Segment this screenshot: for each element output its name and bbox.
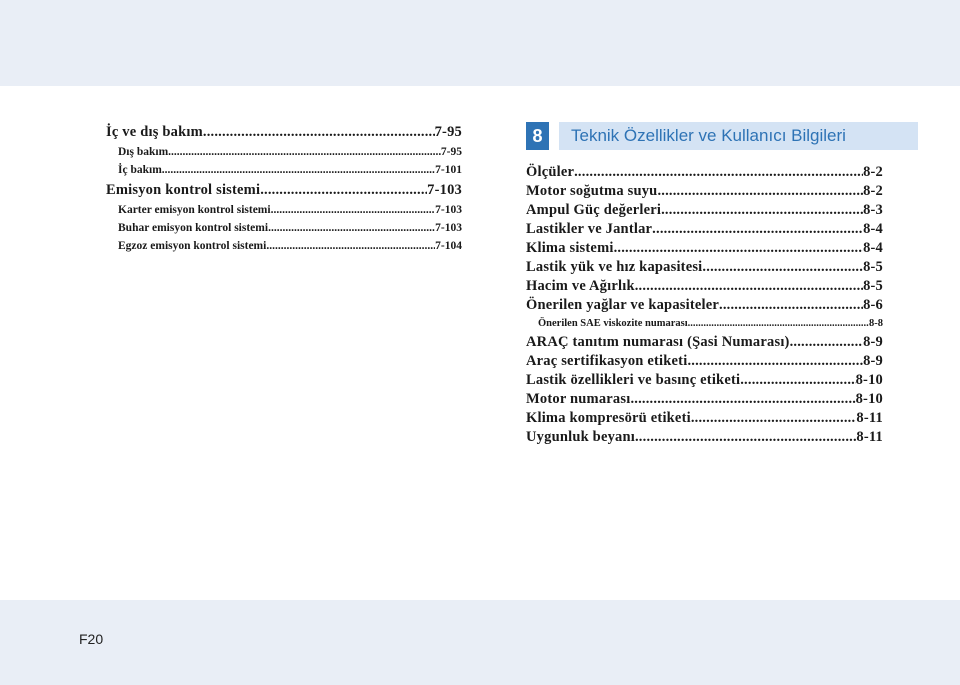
toc-entry-certification-label[interactable]: Araç sertifikasyon etiketi ..... 8-9: [526, 352, 883, 371]
toc-entry-ac-compressor-label[interactable]: Klima kompresörü etiketi ..... 8-11: [526, 409, 883, 428]
toc-entry-crankcase-emission[interactable]: Karter emisyon kontrol sistemi ..... 7-103: [106, 201, 462, 219]
toc-entry-interior-exterior-care[interactable]: İç ve dış bakım ..... 7-95: [106, 121, 462, 143]
top-band: [0, 0, 960, 86]
toc-entry-tires-wheels[interactable]: Lastikler ve Jantlar ..... 8-4: [526, 220, 883, 239]
toc-entry-engine-coolant[interactable]: Motor soğutma suyu ..... 8-2: [526, 182, 883, 201]
toc-entry-sae-viscosity[interactable]: Önerilen SAE viskozite numarası ..... 8-8: [526, 315, 883, 333]
toc-entry-recommended-lubricants[interactable]: Önerilen yağlar ve kapasiteler ..... 8-6: [526, 296, 883, 315]
toc-entry-bulb-wattage[interactable]: Ampul Güç değerleri ..... 8-3: [526, 201, 883, 220]
toc-entry-emission-control[interactable]: Emisyon kontrol sistemi ..... 7-103: [106, 179, 462, 201]
toc-entry-engine-number[interactable]: Motor numarası ..... 8-10: [526, 390, 883, 409]
toc-entry-evaporative-emission[interactable]: Buhar emisyon kontrol sistemi ..... 7-103: [106, 219, 462, 237]
page-number: F20: [79, 631, 104, 647]
toc-entry-exterior-care[interactable]: Dış bakım ..... 7-95: [106, 143, 462, 161]
toc-entry-air-conditioning[interactable]: Klima sistemi ..... 8-4: [526, 239, 883, 258]
chapter-header[interactable]: [526, 122, 918, 150]
chapter-number-badge: 8: [526, 122, 549, 150]
toc-entry-interior-care[interactable]: İç bakım ..... 7-101: [106, 161, 462, 179]
toc-left-column: [106, 121, 462, 255]
toc-entry-dimensions[interactable]: Ölçüler ..... 8-2: [526, 163, 883, 182]
toc-entry-vin[interactable]: ARAÇ tanıtım numarası (Şasi Numarası) ..... 8-9: [526, 333, 883, 352]
toc-entry-tire-load-speed[interactable]: Lastik yük ve hız kapasitesi ..... 8-5: [526, 258, 883, 277]
bottom-band: [0, 600, 960, 685]
toc-entry-exhaust-emission[interactable]: Egzoz emisyon kontrol sistemi ..... 7-104: [106, 237, 462, 255]
toc-entry-volume-weight[interactable]: Hacim ve Ağırlık ..... 8-5: [526, 277, 883, 296]
toc-entry-declaration-conformity[interactable]: Uygunluk beyanı ..... 8-11: [526, 428, 883, 447]
toc-right-column: [526, 163, 883, 447]
chapter-title: Teknik Özellikler ve Kullanıcı Bilgileri: [559, 122, 918, 150]
toc-entry-tire-pressure-label[interactable]: Lastik özellikleri ve basınç etiketi ..... 8-10: [526, 371, 883, 390]
